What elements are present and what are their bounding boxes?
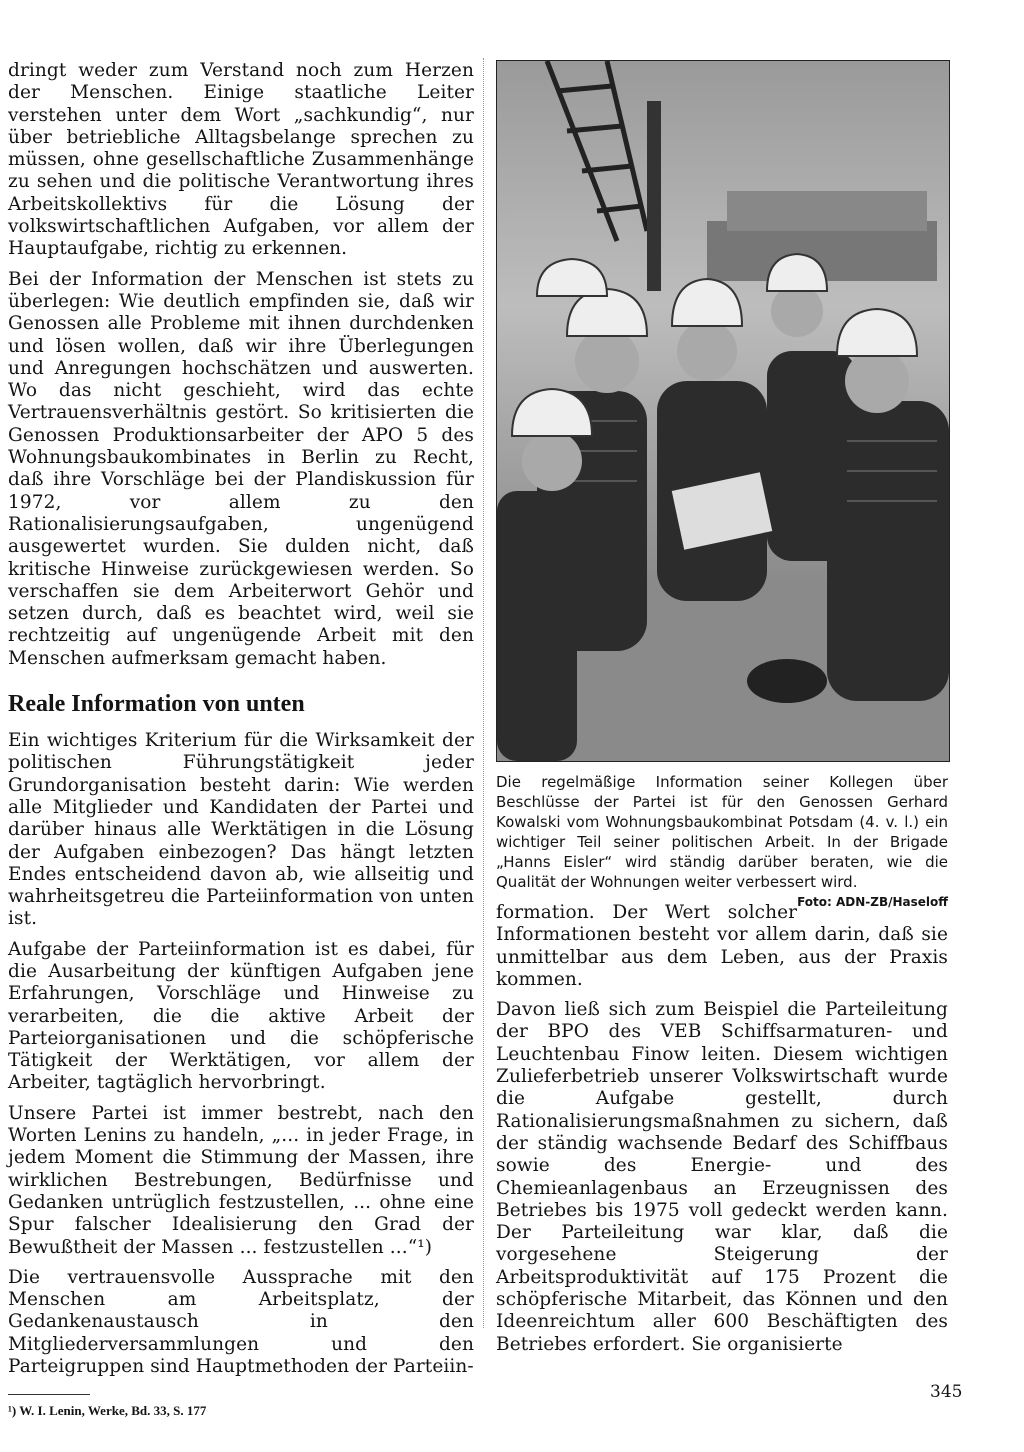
paragraph: Bei der Information der Menschen ist stets zu überlegen: Wie deutlich empfinden sie, daß wir Genossen alle Probleme mit ihnen durchdenken und lösen wollen, daß wir ihre Überlegungen und Anregungen hochschätzen und auswerten. Wo das nicht geschieht, wird das echte Vertrauensverhältnis gestört. So kritisierten die Genossen Produktionsarbeiter der APO 5 des Wohnungsbaukombinates in Berlin zu Recht, daß ihre Vorschläge bei der Plandiskussion für 1972, vor allem zu den Rationalisierungsaufgaben, ungenügend ausgewertet wurden. Sie dulden nicht, daß kritische Hinweise zurückgewiesen werden. So verschaffen sie dem Arbeiterwort Gehör und setzen durch, daß es beachtet wird, weil sie rechtzeitig auf ungenügende Arbeit mit den Menschen aufmerksam gemacht haben. [8, 268, 474, 669]
left-column [8, 60, 474, 1419]
photo-illustration [497, 61, 949, 761]
paragraph: formation. Der Wert solcher Informationen besteht vor allem darin, daß sie unmittelbar aus dem Leben, aus der Praxis kommen. [496, 902, 948, 990]
paragraph: Aufgabe der Parteiinformation ist es dabei, für die Ausarbeitung der künftigen Aufgaben jene Erfahrungen, Vorschläge und Hinweise zu verarbeiten, die die aktive Arbeit der Parteiorganisationen und die schöpferische Tätigkeit der Werktätigen, vor allem der Arbeiter, tagtäglich hervorbringt. [8, 938, 474, 1094]
right-column [496, 60, 948, 1364]
photo-caption [496, 772, 948, 909]
caption-text: Die regelmäßige Information seiner Kollegen über Beschlüsse der Partei ist für den Genossen Gerhard Kowalski vom Wohnungsbaukombinat Potsdam (4. v. l.) ein wichtiger Teil seiner politischen Arbeit. In der Brigade „Hanns Eisler“ wird ständig darüber beraten, wie die Qualität der Wohnungen weiter verbessert wird. [496, 773, 948, 891]
paragraph: Die vertrauensvolle Aussprache mit den Menschen am Arbeitsplatz, der Gedankenaustausch in den Mitgliederversammlungen und den Parteigruppen sind Hauptmethoden der Parteiin- [8, 1266, 474, 1378]
paragraph: Ein wichtiges Kriterium für die Wirksamkeit der politischen Führungstätigkeit jeder Grundorganisation besteht darin: Wie werden alle Mitglieder und Kandidaten der Partei und darüber hinaus alle Werktätigen in die Lösung der Aufgaben einbezogen? Das hängt letzten Endes entscheidend davon ab, wie allseitig und wahrheitsgetreu die Parteiinformation von unten ist. [8, 730, 474, 930]
paragraph: dringt weder zum Verstand noch zum Herzen der Menschen. Einige staatliche Leiter verstehen unter dem Wort „sachkundig“, nur über betriebliche Alltagsbelange sprechen zu müssen, ohne gesellschaftliche Zusammenhänge zu sehen und die politische Verantwortung ihres Arbeitskollektivs für die Lösung der volkswirtschaftlichen Aufgaben, vor allem der Hauptaufgabe, richtig zu erkennen. [8, 60, 474, 260]
photo-credit: Foto: ADN-ZB/Haseloff [797, 895, 948, 909]
footnote: ¹) W. I. Lenin, Werke, Bd. 33, S. 177 [8, 1403, 207, 1419]
column-rule [483, 58, 484, 1328]
footnote-divider [8, 1394, 90, 1395]
paragraph: Unsere Partei ist immer bestrebt, nach den Worten Lenins zu handeln, „... in jeder Frage, in jedem Moment die Stimmung der Massen, ihre wirklichen Bestrebungen, Bedürfnisse und Gedanken untrüglich festzustellen, ... ohne eine Spur falscher Idealisierung den Grad der Bewußtheit der Massen ... festzustellen ...“¹) [8, 1102, 474, 1258]
page-number: 345 [930, 1382, 963, 1402]
paragraph: Davon ließ sich zum Beispiel die Parteileitung der BPO des VEB Schiffsarmaturen- und Leuchtenbau Finow leiten. Diesem wichtigen Zulieferbetrieb unserer Volkswirtschaft wurde die Aufgabe gestellt, durch Rationalisierungsmaßnahmen zu sichern, daß der ständig wachsende Bedarf des Schiffbaus sowie des Energie- und des Chemieanlagenbaus an Erzeugnissen des Betriebes bis 1975 voll gedeckt werden kann. Der Parteileitung war klar, daß die vorgesehene Steigerung der Arbeitsproduktivität auf 175 Prozent die schöpferische Mitarbeit, das Können und den Ideenreichtum aller 600 Beschäftigten des Betriebes erfordert. Sie organisierte [496, 999, 948, 1355]
photo-construction-workers [496, 60, 950, 762]
section-heading: Reale Information von unten [8, 691, 305, 718]
